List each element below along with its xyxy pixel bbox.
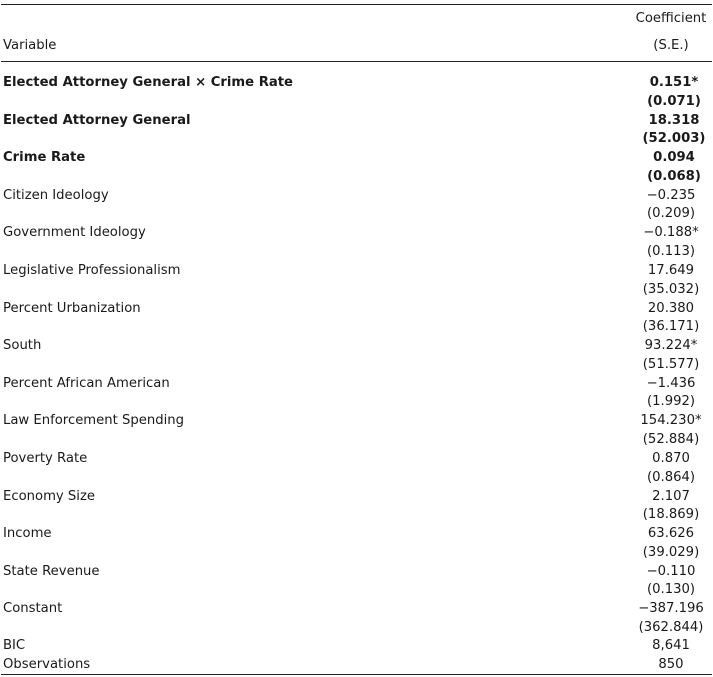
table-row bbox=[1, 411, 712, 449]
coefficient-value: −387.196 bbox=[638, 601, 704, 617]
table-row bbox=[1, 73, 712, 111]
variable-name: Economy Size bbox=[3, 488, 95, 504]
standard-error-value: (0.071) bbox=[647, 93, 701, 109]
standard-error-value: (0.130) bbox=[646, 582, 696, 598]
stat-row bbox=[1, 655, 712, 674]
stat-label: BIC bbox=[3, 638, 26, 653]
variable-name: Percent Urbanization bbox=[3, 300, 141, 316]
standard-error-value: (0.209) bbox=[646, 206, 696, 222]
coefficient-value: 18.318 bbox=[648, 112, 700, 128]
variable-name: Legislative Professionalism bbox=[3, 262, 181, 278]
table-row bbox=[1, 223, 712, 261]
coefficient-value: 0.094 bbox=[653, 150, 695, 166]
variable-name: Citizen Ideology bbox=[3, 187, 109, 203]
header-standard-error: (S.E.) bbox=[653, 38, 689, 53]
table-row bbox=[1, 186, 712, 224]
top-rule bbox=[1, 4, 712, 5]
stat-label: Observations bbox=[3, 656, 91, 672]
table-row bbox=[1, 148, 712, 186]
standard-error-value: (36.171) bbox=[642, 319, 700, 335]
variable-name: Elected Attorney General bbox=[3, 112, 191, 128]
stat-row bbox=[1, 636, 712, 655]
table-row bbox=[1, 299, 712, 337]
bottom-rule bbox=[1, 674, 712, 675]
standard-error-value: (0.113) bbox=[646, 243, 696, 259]
table-row bbox=[1, 261, 712, 299]
variable-name: Government Ideology bbox=[3, 225, 146, 241]
table-body bbox=[1, 73, 712, 637]
coefficient-value: 20.380 bbox=[647, 300, 695, 316]
standard-error-value: (0.864) bbox=[646, 469, 696, 485]
standard-error-value: (362.844) bbox=[638, 619, 704, 635]
table-stats bbox=[1, 636, 712, 673]
standard-error-value: (35.032) bbox=[642, 281, 700, 297]
table-row bbox=[1, 487, 712, 525]
coefficient-value: 2.107 bbox=[652, 488, 690, 504]
coefficient-value: −0.188* bbox=[643, 225, 699, 241]
variable-name: Percent African American bbox=[3, 375, 170, 391]
variable-name: South bbox=[3, 338, 42, 354]
coefficient-value: −0.235 bbox=[646, 187, 696, 203]
variable-name: Law Enforcement Spending bbox=[3, 413, 184, 429]
table-row bbox=[1, 524, 712, 562]
stat-value: 850 bbox=[658, 656, 684, 672]
standard-error-value: (1.992) bbox=[646, 394, 696, 410]
coefficient-value: 154.230* bbox=[640, 413, 702, 429]
variable-name: Crime Rate bbox=[3, 150, 86, 166]
coefficient-value: 0.151* bbox=[649, 75, 699, 90]
table-row bbox=[1, 562, 712, 600]
coefficient-value: −1.436 bbox=[646, 375, 696, 391]
table-row bbox=[1, 336, 712, 374]
standard-error-value: (52.884) bbox=[642, 431, 700, 447]
coefficient-value: 17.649 bbox=[647, 262, 695, 278]
table-row bbox=[1, 449, 712, 487]
variable-name: State Revenue bbox=[3, 563, 100, 579]
coefficient-value: 0.870 bbox=[652, 450, 690, 466]
coefficient-value: −0.110 bbox=[646, 563, 696, 579]
table-row bbox=[1, 111, 712, 149]
standard-error-value: (0.068) bbox=[647, 168, 701, 184]
header-rule bbox=[1, 61, 712, 62]
variable-name: Income bbox=[3, 526, 52, 542]
coefficient-value: 93.224* bbox=[644, 338, 698, 354]
header-variable: Variable bbox=[3, 38, 57, 53]
standard-error-value: (18.869) bbox=[642, 507, 700, 523]
header-coefficient: Coefficient bbox=[635, 11, 707, 26]
table-row bbox=[1, 374, 712, 412]
variable-name: Constant bbox=[3, 601, 63, 617]
standard-error-value: (51.577) bbox=[642, 356, 700, 372]
coefficient-value: 63.626 bbox=[647, 526, 695, 542]
stat-value: 8,641 bbox=[652, 638, 690, 653]
variable-name: Elected Attorney General × Crime Rate bbox=[3, 75, 294, 90]
standard-error-value: (52.003) bbox=[642, 131, 706, 147]
standard-error-value: (39.029) bbox=[642, 544, 700, 560]
variable-name: Poverty Rate bbox=[3, 450, 88, 466]
table-row bbox=[1, 599, 712, 637]
